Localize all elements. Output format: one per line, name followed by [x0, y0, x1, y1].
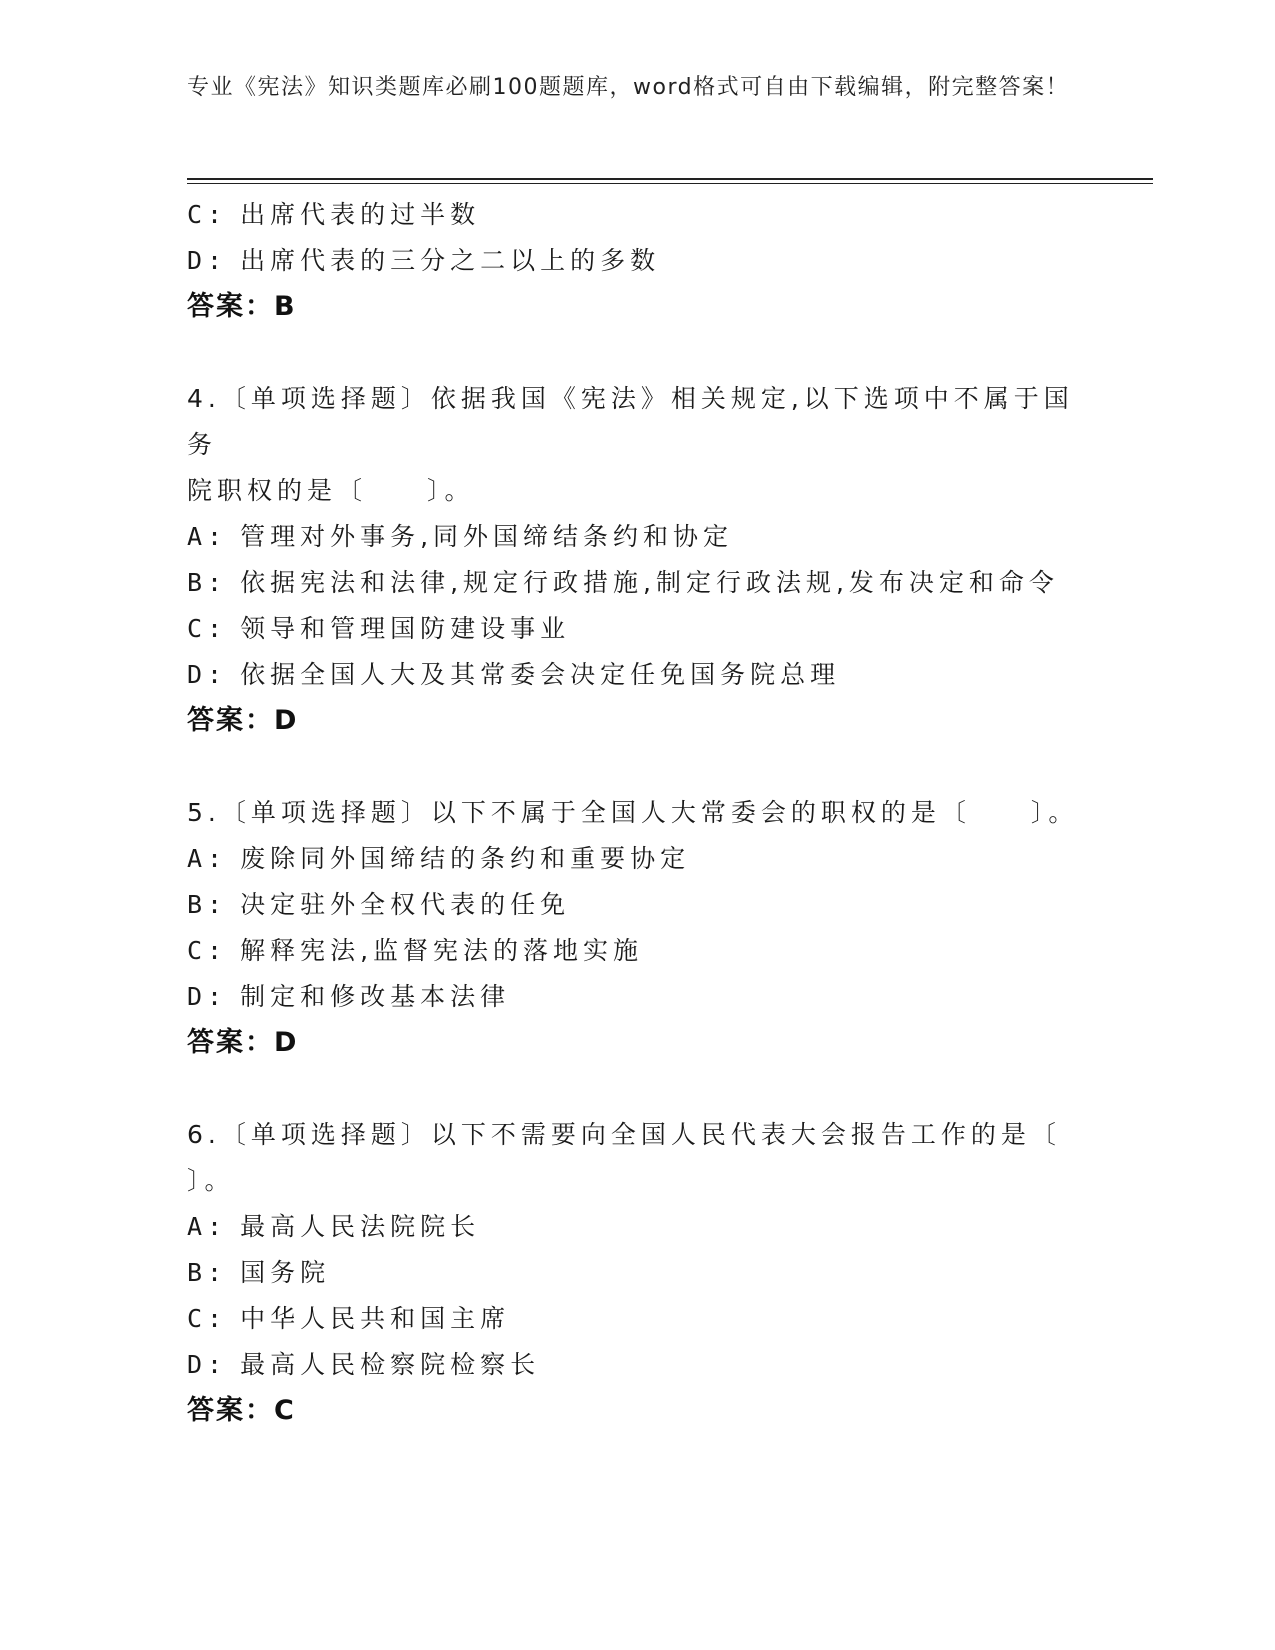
question-stem: 4.〔单项选择题〕依据我国《宪法》相关规定,以下选项中不属于国务	[187, 384, 1074, 459]
option-row	[187, 882, 1087, 928]
option-label: B:	[187, 1258, 228, 1287]
option-text: 国务院	[240, 1258, 331, 1287]
question-block	[187, 376, 1087, 744]
option-label: B:	[187, 568, 228, 597]
option-row	[187, 1250, 1087, 1296]
question-block	[187, 790, 1087, 1066]
header-divider-thick	[187, 178, 1153, 180]
option-text: 决定驻外全权代表的任免	[240, 890, 571, 919]
option-row	[187, 192, 1087, 238]
answer-line: 答案：B	[187, 291, 297, 322]
option-label: A:	[187, 1212, 228, 1241]
question-stem: 6.〔单项选择题〕以下不需要向全国人民代表大会报告工作的是〔	[187, 1120, 1061, 1149]
option-row	[187, 836, 1087, 882]
option-text: 领导和管理国防建设事业	[240, 614, 571, 643]
question-content	[187, 192, 1087, 1434]
option-text: 依据全国人大及其常委会决定任免国务院总理	[240, 660, 841, 689]
option-row	[187, 560, 1087, 606]
option-text: 制定和修改基本法律	[240, 982, 511, 1011]
option-row	[187, 1204, 1087, 1250]
answer-line: 答案：D	[187, 705, 299, 736]
answer-line: 答案：C	[187, 1395, 296, 1426]
option-label: C:	[187, 200, 228, 229]
option-label: C:	[187, 614, 228, 643]
option-text: 最高人民法院院长	[240, 1212, 481, 1241]
option-text: 管理对外事务,同外国缔结条约和协定	[240, 522, 734, 551]
option-row	[187, 1342, 1087, 1388]
option-row	[187, 1296, 1087, 1342]
option-row	[187, 238, 1087, 284]
option-text: 依据宪法和法律,规定行政措施,制定行政法规,发布决定和命令	[240, 568, 1059, 597]
option-text: 废除同外国缔结的条约和重要协定	[240, 844, 691, 873]
option-label: C:	[187, 1304, 228, 1333]
question-stem: 5.〔单项选择题〕以下不属于全国人大常委会的职权的是〔 〕。	[187, 798, 1079, 827]
option-text: 解释宪法,监督宪法的落地实施	[240, 936, 644, 965]
question-stem: 院职权的是〔 〕。	[187, 476, 475, 505]
question-block	[187, 1112, 1087, 1434]
option-label: C:	[187, 936, 228, 965]
answer-line: 答案：D	[187, 1027, 299, 1058]
option-label: A:	[187, 522, 228, 551]
header-divider-thin	[187, 183, 1153, 184]
option-label: B:	[187, 890, 228, 919]
option-text: 出席代表的三分之二以上的多数	[240, 246, 661, 275]
option-text: 中华人民共和国主席	[240, 1304, 511, 1333]
option-label: D:	[187, 1350, 228, 1379]
option-label: D:	[187, 660, 228, 689]
option-text: 出席代表的过半数	[240, 200, 481, 229]
option-row	[187, 652, 1087, 698]
option-label: A:	[187, 844, 228, 873]
option-row	[187, 514, 1087, 560]
option-text: 最高人民检察院检察长	[240, 1350, 541, 1379]
option-label: D:	[187, 982, 228, 1011]
intro-options	[187, 192, 1087, 284]
option-row	[187, 928, 1087, 974]
question-stem: 〕。	[187, 1166, 235, 1195]
option-row	[187, 974, 1087, 1020]
page-header-title: 专业《宪法》知识类题库必刷100题题库，word格式可自由下载编辑，附完整答案！	[187, 75, 1070, 100]
option-label: D:	[187, 246, 228, 275]
option-row	[187, 606, 1087, 652]
